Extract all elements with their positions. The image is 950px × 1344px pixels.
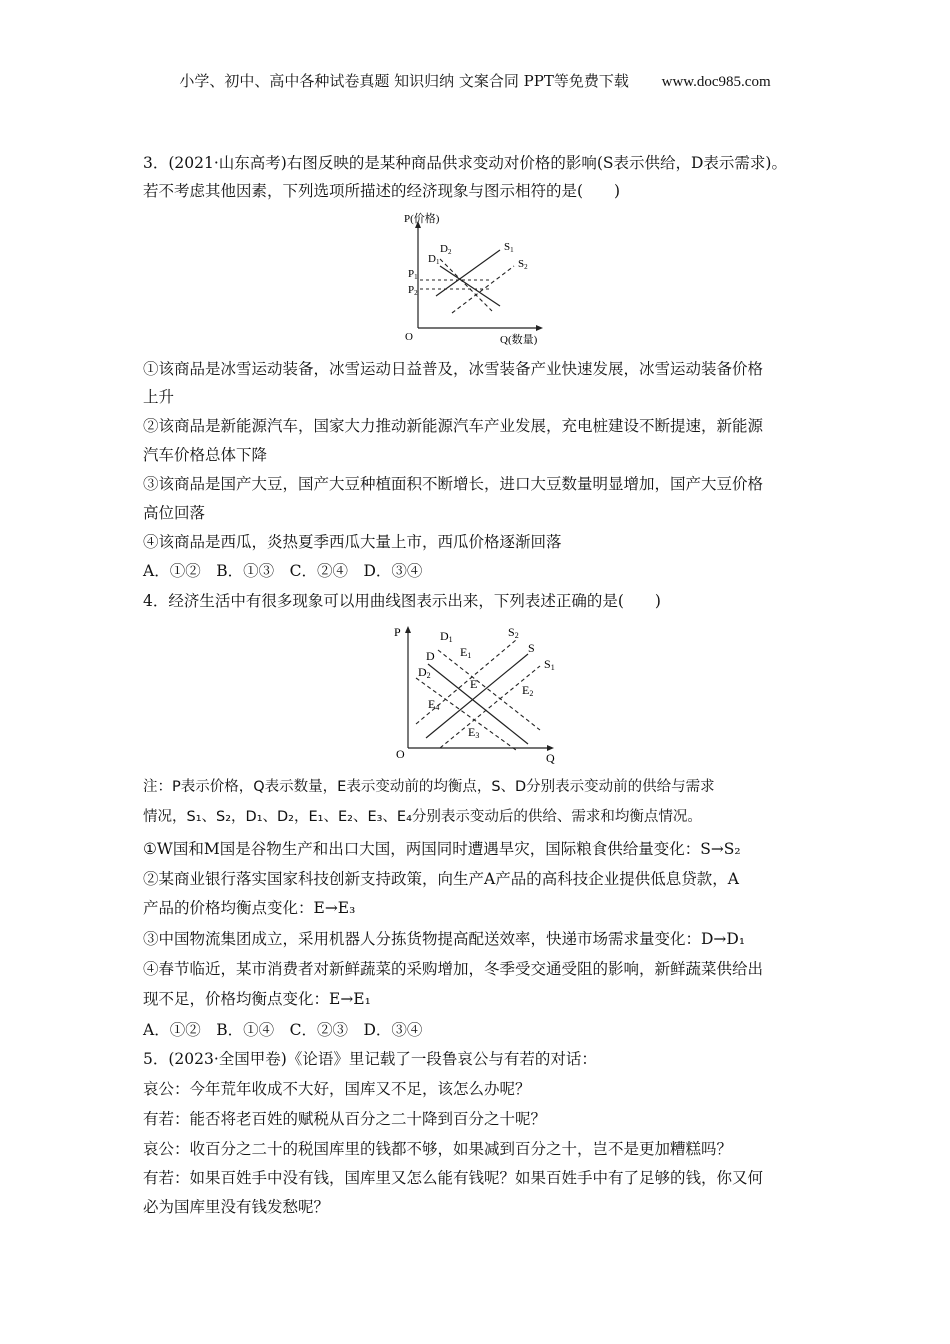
header-site: www.doc985.com (661, 74, 771, 90)
q4-option-4a: ④春节临近，某市消费者对新鲜蔬菜的采购增加，冬季受交通受阻的影响，新鲜蔬菜供给出 (143, 960, 764, 978)
q3-x-arrow (536, 325, 543, 331)
q4-e-label: E (470, 677, 478, 691)
q4-e4-label: E4 (428, 697, 440, 712)
q5-dialog-1: 哀公：今年荒年收成不大好，国库又不足，该怎么办呢？ (143, 1080, 531, 1098)
q3-stem-line1: 3．(2021·山东高考)右图反映的是某种商品供求变动对价格的影响(S表示供给，D表示需求)。 (143, 154, 787, 172)
q3-d1-label: D1 (428, 253, 440, 266)
q4-s2-label: S2 (508, 625, 519, 640)
q3-option-4: ④该商品是西瓜，炎热夏季西瓜大量上市，西瓜价格逐渐回落 (143, 533, 562, 551)
q4-e3-label: E3 (468, 725, 480, 740)
q3-p1-label: P1 (408, 268, 418, 281)
q3-s2-label: S2 (518, 258, 528, 271)
q4-d2-label: D2 (418, 665, 431, 680)
q4-answer-choices: A．①② B．①④ C．②③ D．③④ (143, 1021, 423, 1039)
header-text: 小学、初中、高中各种试卷真题 知识归纳 文案合同 PPT等免费下载 (179, 72, 629, 90)
q4-option-1: ①W国和M国是谷物生产和出口大国，两国同时遭遇旱灾，国际粮食供给量变化：S→S₂ (143, 840, 741, 858)
q3-answer-choices: A．①② B．①③ C．②④ D．③④ (143, 562, 423, 580)
q3-origin: O (405, 331, 413, 343)
q4-line-s1 (440, 666, 540, 748)
q4-e1-label: E1 (460, 645, 472, 660)
q4-e2-label: E2 (522, 683, 534, 698)
q4-option-4b: 现不足，价格均衡点变化：E→E₁ (143, 990, 371, 1008)
q4-option-3: ③中国物流集团成立，采用机器人分拣货物提高配送效率，快递市场需求量变化：D→D₁ (143, 930, 746, 948)
q5-stem: 5．(2023·全国甲卷)《论语》里记载了一段鲁哀公与有若的对话： (143, 1050, 597, 1068)
q3-y-label: P(价格) (404, 213, 440, 225)
q3-option-1b: 上升 (143, 388, 175, 406)
q3-line-d2 (440, 259, 492, 311)
q3-option-1a: ①该商品是冰雪运动装备，冰雪运动日益普及，冰雪装备产业快速发展，冰雪运动装备价格 (143, 360, 764, 378)
q4-d1-label: D1 (440, 629, 453, 644)
q4-option-2a: ②某商业银行落实国家科技创新支持政策，向生产A产品的高科技企业提供低息贷款，A (143, 870, 739, 888)
q5-dialog-4a: 有若：如果百姓手中没有钱，国库里又怎么能有钱呢？如果百姓手中有了足够的钱，你又何 (143, 1169, 764, 1187)
q3-option-2b: 汽车价格总体下降 (143, 446, 268, 464)
q4-supply-demand-graph (390, 620, 570, 769)
q3-line-s2 (452, 266, 514, 313)
q4-line-d2 (416, 678, 516, 750)
q4-s-label: S (528, 641, 535, 655)
q3-option-2a: ②该商品是新能源汽车，国家大力推动新能源汽车产业发展，充电桩建设不断提速，新能源 (143, 417, 764, 435)
q4-d-label: D (426, 649, 435, 663)
q3-supply-demand-graph (400, 210, 560, 354)
q4-note-line1: 注：P表示价格，Q表示数量，E表示变动前的均衡点，S、D分别表示变动前的供给与需求 (143, 779, 715, 795)
q3-s1-label: S1 (504, 241, 514, 254)
q4-origin: O (396, 747, 405, 761)
q3-d2-label: D2 (440, 243, 452, 256)
q5-dialog-3: 哀公：收百分之二十的税国库里的钱都不够，如果减到百分之十，岂不是更加糟糕吗？ (143, 1140, 733, 1158)
q5-dialog-2: 有若：能否将老百姓的赋税从百分之二十降到百分之十呢？ (143, 1110, 547, 1128)
q4-note-line2: 情况，S₁、S₂，D₁、D₂，E₁、E₂、E₃、E₄分别表示变动后的供给、需求和均衡点情况。 (143, 809, 702, 825)
q3-x-label: Q(数量) (500, 334, 538, 346)
q4-option-2b: 产品的价格均衡点变化：E→E₃ (143, 899, 356, 917)
q4-y-arrow (405, 626, 411, 633)
q5-dialog-4b: 必为国库里没有钱发愁呢？ (143, 1198, 330, 1216)
q4-x-label: Q (546, 751, 555, 765)
page-header (0, 70, 950, 91)
q3-p2-label: P2 (408, 284, 418, 297)
q4-y-label: P (394, 625, 401, 639)
q4-stem: 4．经济生活中有很多现象可以用曲线图表示出来，下列表述正确的是( ) (143, 592, 661, 610)
q3-option-3a: ③该商品是国产大豆，国产大豆种植面积不断增长，进口大豆数量明显增加，国产大豆价格 (143, 475, 764, 493)
q4-s1-label: S1 (544, 657, 555, 672)
q3-option-3b: 高位回落 (143, 504, 206, 522)
q3-stem-line2: 若不考虑其他因素，下列选项所描述的经济现象与图示相符的是( ) (143, 182, 621, 200)
